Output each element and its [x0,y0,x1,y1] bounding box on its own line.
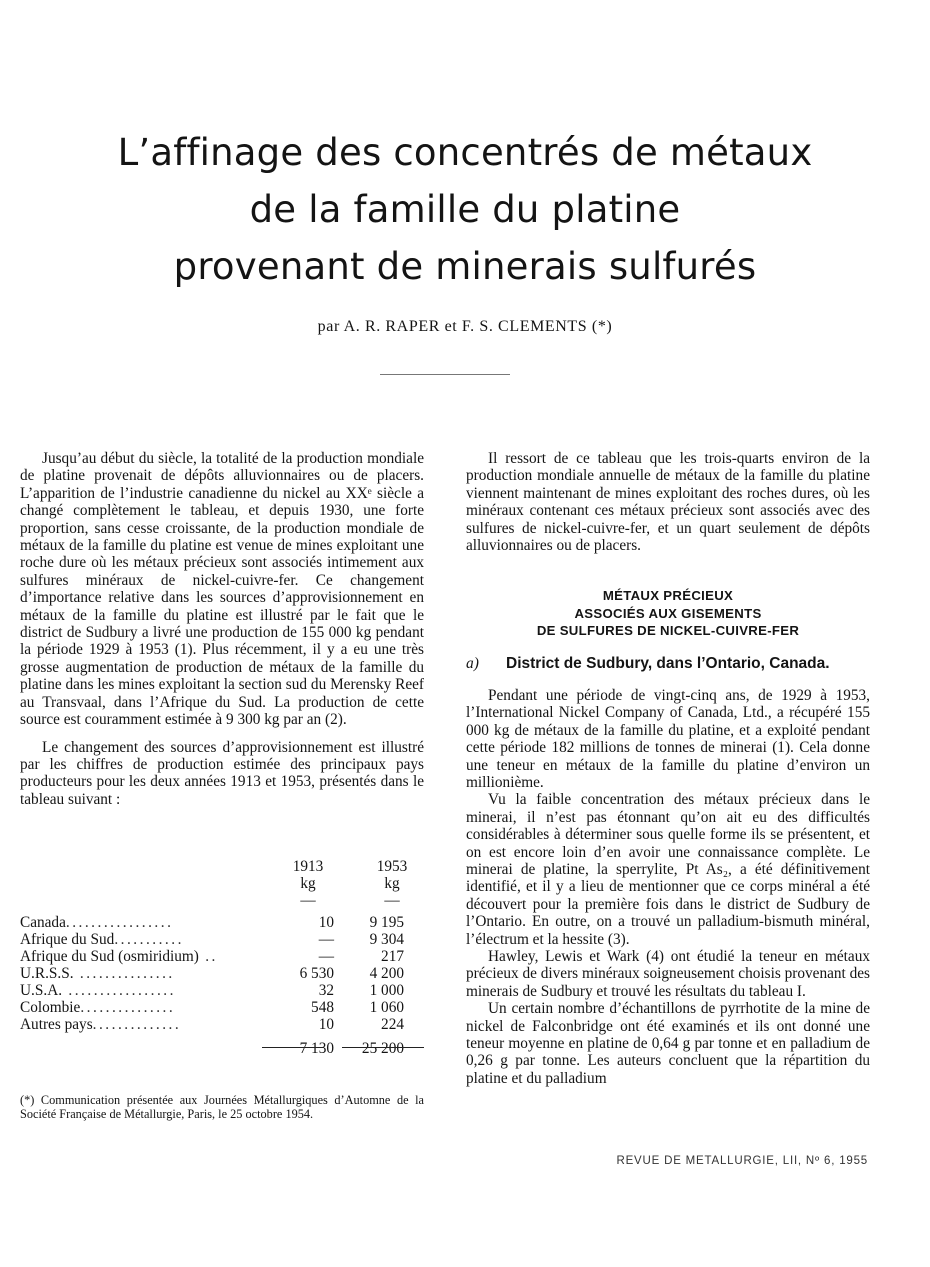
subsection-title: District de Sudbury, dans l’Ontario, Canada. [506,654,830,672]
total-rule-1913 [262,1047,324,1048]
paragraph-hawley: Hawley, Lewis et Wark (4) ont étudié la teneur en métaux précieux de divers minéraux soigneusement choisis provenant des minerais de Sudbury et trouvé les résultats du tableau I. [466,948,870,1000]
section-heading: MÉTAUX PRÉCIEUX ASSOCIÉS AUX GISEMENTS DE SULFURES DE NICKEL-CUIVRE-FER [536,588,800,639]
paragraph-sudbury: Pendant une période de vingt-cinq ans, de 1929 à 1953, l’International Nickel Company of Canada, Ltd., a récupéré 155 000 kg de métaux de la famille du platine, et a exploité pendant cette période 182 millions de tonnes de minerai (1). Cela donne une teneur en métaux de la famille du platine d’environ un millionième. [466,686,870,791]
footnote [20,1093,424,1121]
paragraph-table-intro: Le changement des sources d’approvisionnement est illustré par les chiffres de production estimée des principaux pays producteurs pour les deux années 1913 et 1953, présentés dans le tableau suivant : [20,738,424,808]
title-divider [380,374,510,375]
left-column [20,450,424,808]
total-rule-1953 [342,1047,424,1048]
title-line-1: L’affinage des concentrés de métaux [117,131,813,174]
footnote-text: Communication présentée aux Journées Métallurgiques d’Automne de la Société Française de Métallurgie, Paris, le 25 octobre 1954. [20,1093,424,1121]
table-row: U.R.S.S. ............... 6 530 4 200 [20,965,404,982]
unit-1953: kg [384,875,400,892]
table-row: Colombie............... 548 1 060 [20,999,404,1016]
header-dashes: — — [300,892,400,909]
paragraph-concentration: Vu la faible concentration des métaux précieux dans le minerai, il n’est pas étonnant qu’on ait eu des difficultés considérables à déterminer sous quelle forme ils se présentent, et on est encore loin d’en avoir une connaissance complète. Le minerai de platine, la sperrylite, Pt As₂, a été définitivement identifié, et il y a lieu de mentionner que ce corps minéral a été découvert pour la première fois dans le district de Sudbury de l’Ontario. En outre, on a trouvé un palladium-bismuth minéral, l’électrum et la hessite (3). [466,791,870,948]
table-header-units [20,875,424,892]
year-1953: 1953 [376,858,408,875]
footnote-marker: (*) [20,1093,35,1107]
paragraph-falconbridge: Un certain nombre d’échantillons de pyrrhotite de la mine de nickel de Falconbridge ont été examinés et ils ont donné une teneur moyenne en platine de 0,64 g par tonne et en palladium de 0,26 g par tonne. Les auteurs concluent que la répartition du platine et du palladium [466,1000,870,1087]
table-row: U.S.A. ................. 32 1 000 [20,982,404,999]
subsection-marker: a) [466,654,479,672]
byline: par A. R. RAPER et F. S. CLEMENTS (*) [317,318,613,335]
title-line-3: provenant de minerais sulfurés [173,245,757,288]
subsection-heading [466,655,870,673]
total-1953: 25 200 [361,1040,404,1057]
article-title [60,124,870,295]
total-1913: 7 130 [299,1040,334,1057]
paragraph-summary: Il ressort de ce tableau que les trois-quarts environ de la production mondiale annuelle de métaux de la famille du platine viennent maintenant de mines exploitant des roches dures, où les minéraux contenant ces métaux précieux sont associés avec des sulfures de nickel-cuivre-fer, et un quart seulement de dépôts alluvionnaires ou de placers. [466,450,870,555]
table-row: Afrique du Sud........... — 9 304 [20,931,404,948]
table-row: Afrique du Sud (osmiridium) .. — 217 [20,948,404,965]
journal-reference: REVUE DE METALLURGIE, LII, Nº 6, 1955 [616,1155,868,1167]
title-line-2: de la famille du platine [249,188,681,231]
year-1913: 1913 [292,858,324,875]
production-table [20,858,424,1057]
paragraph-history: Jusqu’au début du siècle, la totalité de la production mondiale de platine provenait de dépôts alluvionnaires ou de placers. L’apparition de l’industrie canadienne du nickel au XXᵉ siècle a changé complètement le tableau, et depuis 1930, une forte proportion, sans cesse croissante, de la production mondiale de métaux de la famille du platine est venue de mines exploitant une roche dure où les métaux précieux sont associés intimement aux sulfures minéraux de nickel-cuivre-fer. Ce changement d’importance relative dans les sources d’approvisionnement en métaux de la famille du platine est illustré par le fait que le district de Sudbury a livré une production de 155 000 kg pendant la période 1929 à 1953 (1). Plus récemment, il y a eu une très grosse augmentation de production de métaux de la famille du platine dans les mines exploitant la section sud du Merensky Reef au Transvaal, dans l’Afrique du Sud. La production de cette source est couramment estimée à 9 300 kg par an (2). [20,450,424,729]
unit-1913: kg [300,875,316,892]
table-row: Canada................. 10 9 195 [20,914,404,931]
table-total-row [20,1033,424,1057]
table-row: Autres pays.............. 10 224 [20,1016,404,1033]
table-header-years [20,858,424,875]
right-column [466,450,870,1087]
